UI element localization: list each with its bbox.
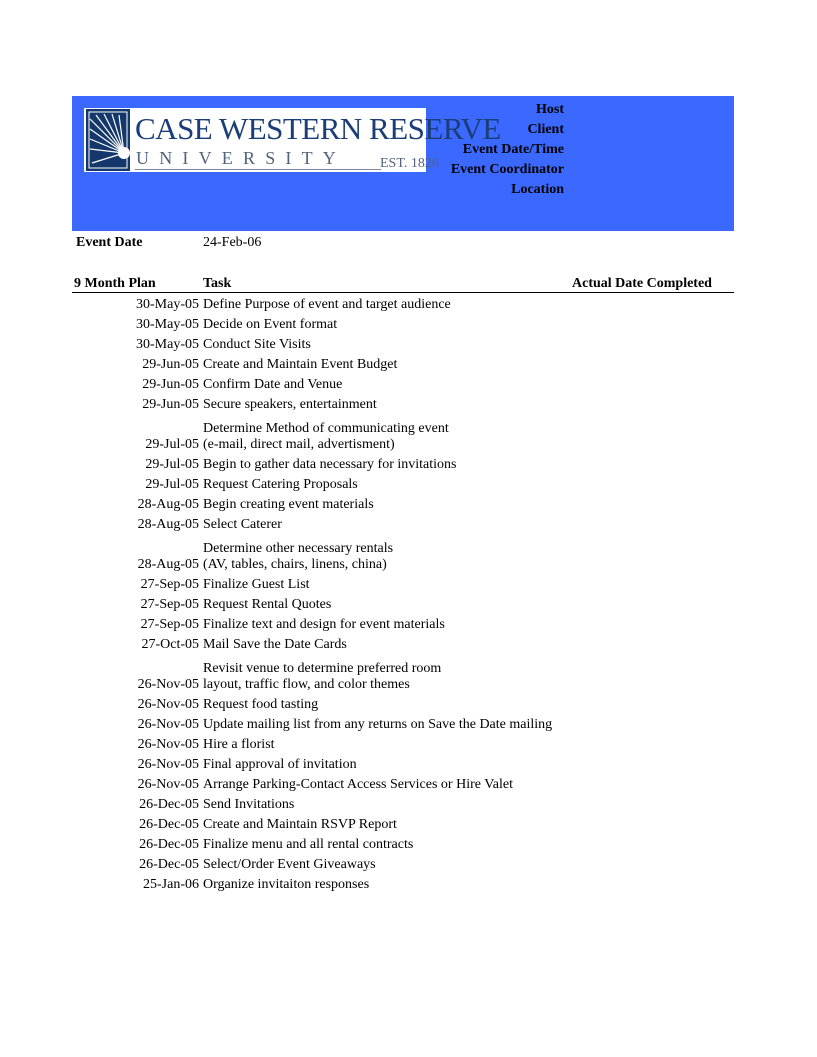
row-task-line: Arrange Parking-Contact Access Services or Hire Valet — [203, 777, 513, 792]
row-plan-date: 26-Dec-05 — [139, 797, 199, 812]
logo-name-text: CASE WESTERN RESERVE — [135, 111, 501, 146]
row-plan-date: 28-Aug-05 — [137, 517, 199, 532]
table-row — [72, 335, 734, 355]
table-row — [72, 395, 734, 415]
row-plan-date: 28-Aug-05 — [137, 497, 199, 512]
row-task — [203, 597, 331, 613]
row-task-line: Request food tasting — [203, 697, 319, 712]
row-plan-date: 29-Jun-05 — [142, 397, 199, 412]
row-plan-date: 29-Jul-05 — [145, 477, 199, 492]
row-task — [203, 697, 318, 713]
table-row — [72, 595, 734, 615]
row-task-line: Conduct Site Visits — [203, 337, 311, 352]
row-task — [203, 757, 357, 773]
table-row — [72, 775, 734, 795]
row-plan-date: 30-May-05 — [136, 317, 199, 332]
event-date-value: 24-Feb-06 — [203, 235, 262, 250]
logo-divider — [135, 169, 381, 170]
row-task — [203, 421, 449, 453]
header-banner — [72, 96, 734, 231]
row-plan-date: 26-Dec-05 — [139, 817, 199, 832]
table-row — [72, 495, 734, 515]
row-task — [203, 397, 377, 413]
row-task — [203, 837, 413, 853]
row-task-line: Revisit venue to determine preferred room — [203, 661, 442, 676]
header-divider — [72, 292, 734, 293]
row-plan-date: 27-Sep-05 — [140, 597, 199, 612]
table-row — [72, 835, 734, 855]
row-plan-date: 29-Jul-05 — [145, 437, 199, 452]
logo-sub-text: UNIVERSITY — [136, 148, 346, 168]
row-task — [203, 617, 445, 633]
table-row — [72, 855, 734, 875]
table-row — [72, 795, 734, 815]
row-task — [203, 541, 393, 573]
row-task-line: Hire a florist — [203, 737, 275, 752]
table-row — [72, 315, 734, 335]
row-task — [203, 577, 310, 593]
row-plan-date: 29-Jun-05 — [142, 377, 199, 392]
row-task — [203, 737, 275, 753]
table-row — [72, 375, 734, 395]
table-row — [72, 575, 734, 595]
row-task-line: Secure speakers, entertainment — [203, 397, 377, 412]
table-row — [72, 415, 734, 455]
row-task-line: Organize invitaiton responses — [203, 877, 370, 892]
row-task-line: Begin to gather data necessary for invitations — [203, 457, 457, 472]
row-task — [203, 661, 441, 693]
row-task — [203, 777, 513, 793]
row-task-line: Define Purpose of event and target audience — [203, 297, 451, 312]
row-task — [203, 457, 456, 473]
row-task — [203, 377, 342, 393]
row-plan-date: 27-Sep-05 — [140, 617, 199, 632]
row-task-line: Determine other necessary rentals — [203, 541, 394, 556]
row-task — [203, 877, 369, 893]
row-task-line: Confirm Date and Venue — [203, 377, 343, 392]
table-row — [72, 655, 734, 695]
row-task — [203, 477, 358, 493]
row-plan-date: 26-Nov-05 — [137, 677, 199, 692]
row-task-line: Finalize text and design for event materials — [203, 617, 445, 632]
table-row — [72, 455, 734, 475]
table-row — [72, 735, 734, 755]
row-plan-date: 26-Nov-05 — [137, 737, 199, 752]
row-plan-date: 28-Aug-05 — [137, 557, 199, 572]
row-task — [203, 517, 282, 533]
row-task-line: Create and Maintain RSVP Report — [203, 817, 397, 832]
header-label-location: Location — [511, 182, 564, 197]
row-task — [203, 717, 552, 733]
row-task — [203, 797, 294, 813]
row-task — [203, 297, 451, 313]
row-task-line: Finalize Guest List — [203, 577, 310, 592]
row-task-line: Send Invitations — [203, 797, 295, 812]
row-task-line: Select Caterer — [203, 517, 282, 532]
row-task-line: Determine Method of communicating event — [203, 421, 449, 436]
row-task — [203, 497, 374, 513]
row-task — [203, 637, 347, 653]
row-plan-date: 30-May-05 — [136, 297, 199, 312]
row-plan-date: 26-Nov-05 — [137, 777, 199, 792]
table-row — [72, 355, 734, 375]
row-plan-date: 26-Nov-05 — [137, 697, 199, 712]
row-plan-date: 26-Nov-05 — [137, 717, 199, 732]
table-row — [72, 295, 734, 315]
row-plan-date: 29-Jun-05 — [142, 357, 199, 372]
row-plan-date: 29-Jul-05 — [145, 457, 199, 472]
row-task-line: Request Catering Proposals — [203, 477, 358, 492]
table-row — [72, 875, 734, 895]
header-label-event-date-time: Event Date/Time — [462, 142, 564, 157]
university-logo — [84, 108, 501, 172]
row-task-line: Mail Save the Date Cards — [203, 637, 347, 652]
logo-est-text: EST. 1826 — [380, 156, 439, 171]
table-row — [72, 475, 734, 495]
row-plan-date: 25-Jan-06 — [143, 877, 199, 892]
table-row — [72, 535, 734, 575]
column-header-task: Task — [203, 276, 232, 291]
row-task-line: Request Rental Quotes — [203, 597, 332, 612]
table-row — [72, 515, 734, 535]
row-plan-date: 30-May-05 — [136, 337, 199, 352]
event-date-label: Event Date — [76, 235, 143, 250]
row-plan-date: 27-Sep-05 — [140, 577, 199, 592]
row-task-line: Decide on Event format — [203, 317, 338, 332]
column-header-actual-date: Actual Date Completed — [572, 276, 712, 291]
sunburst-icon — [86, 109, 130, 171]
table-row — [72, 695, 734, 715]
row-task — [203, 817, 397, 833]
row-task-line: Begin creating event materials — [203, 497, 374, 512]
row-task-line: Select/Order Event Giveaways — [203, 857, 376, 872]
row-task — [203, 317, 337, 333]
header-label-host: Host — [536, 102, 564, 117]
row-plan-date: 26-Nov-05 — [137, 757, 199, 772]
row-task — [203, 337, 311, 353]
row-task-line: (AV, tables, chairs, linens, china) — [203, 557, 387, 572]
row-task-line: (e-mail, direct mail, advertisment) — [203, 437, 395, 452]
header-label-event-coordinator: Event Coordinator — [450, 162, 564, 177]
row-task-line: Create and Maintain Event Budget — [203, 357, 398, 372]
row-plan-date: 27-Oct-05 — [141, 637, 199, 652]
row-task-line: Final approval of invitation — [203, 757, 357, 772]
table-row — [72, 615, 734, 635]
task-table — [72, 295, 734, 895]
table-row — [72, 635, 734, 655]
row-task-line: layout, traffic flow, and color themes — [203, 677, 410, 692]
table-row — [72, 715, 734, 735]
row-task — [203, 857, 376, 873]
table-row — [72, 815, 734, 835]
column-header-plan: 9 Month Plan — [74, 276, 156, 291]
row-task-line: Finalize menu and all rental contracts — [203, 837, 414, 852]
row-task — [203, 357, 397, 373]
row-task-line: Update mailing list from any returns on Save the Date mailing — [203, 717, 553, 732]
header-labels — [451, 100, 564, 200]
row-plan-date: 26-Dec-05 — [139, 857, 199, 872]
header-label-client: Client — [527, 122, 564, 137]
row-plan-date: 26-Dec-05 — [139, 837, 199, 852]
table-row — [72, 755, 734, 775]
